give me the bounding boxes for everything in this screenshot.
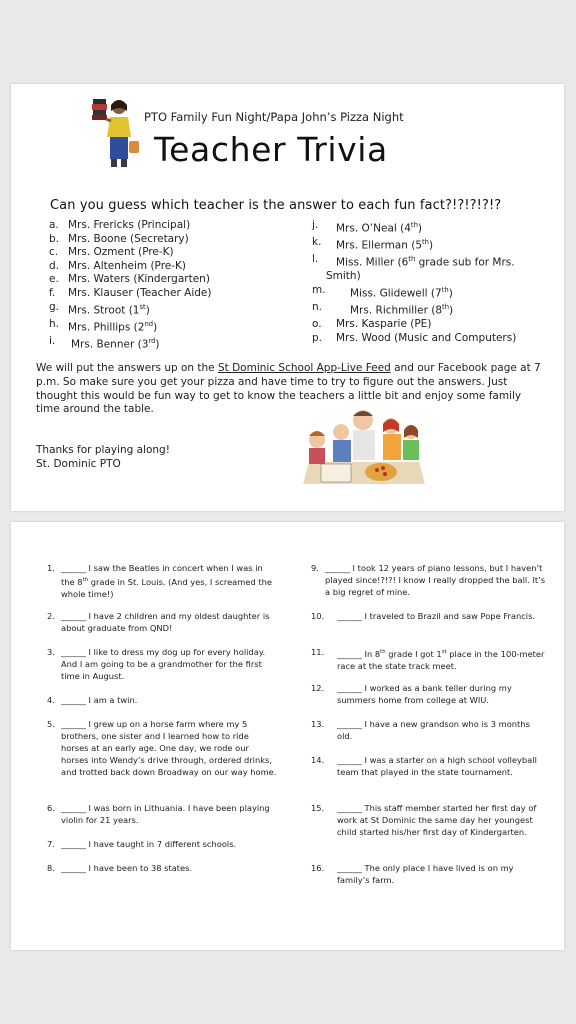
- trivia-item-text: ______ In 8th grade I got 1st place in the 100-meter race at the state track meet.: [337, 648, 545, 671]
- teacher-letter: n.: [312, 300, 322, 313]
- teacher-letter: j.: [312, 219, 319, 231]
- signature-line: St. Dominic PTO: [36, 458, 121, 470]
- trivia-item-number: 3.: [47, 647, 55, 657]
- teacher-name: Mrs. Waters (Kindergarten): [68, 273, 210, 286]
- teacher-name-continued: Smith): [326, 270, 361, 283]
- trivia-item-number: 10.: [311, 611, 325, 621]
- teacher-name: Mrs. Ellerman (5th): [336, 238, 434, 252]
- teacher-letter: b.: [49, 232, 60, 245]
- trivia-item: [311, 682, 546, 706]
- trivia-item-number: 14.: [311, 755, 325, 765]
- teacher-name: Mrs. Frericks (Principal): [68, 219, 191, 231]
- trivia-item: [311, 802, 546, 838]
- trivia-item-text: ______ I have a new grandson who is 3 months old.: [337, 719, 530, 742]
- family-eating-pizza-clipart: [299, 402, 429, 490]
- trivia-item: [47, 610, 277, 634]
- trivia-item: [47, 838, 277, 850]
- teacher-list-item: [49, 318, 211, 335]
- trivia-item-number: 8.: [47, 863, 55, 873]
- thanks-line: Thanks for playing along!: [36, 444, 170, 456]
- trivia-question: Can you guess which teacher is the answer to each fun fact?!?!?!?!?: [50, 198, 502, 213]
- trivia-item: [311, 862, 546, 886]
- teacher-letter: k.: [312, 236, 322, 249]
- trivia-item: [311, 646, 546, 672]
- teacher-letter: o.: [312, 318, 322, 331]
- instructions-paragraph: [36, 362, 541, 417]
- teacher-with-books-clipart: [91, 95, 143, 173]
- teacher-name: Mrs. Altenheim (Pre-K): [68, 259, 187, 272]
- trivia-item-text: ______ I took 12 years of piano lessons, but I haven’t played since!?!?! I know I really dropped the ball. It’s a big regret of mine.: [325, 563, 546, 598]
- teacher-name: Miss. Miller (6th grade sub for Mrs.: [336, 255, 515, 269]
- thanks-signoff: [36, 443, 170, 471]
- teacher-letter: i.: [49, 334, 56, 347]
- teacher-list-left: [49, 219, 211, 352]
- teacher-list-item: [49, 287, 211, 301]
- teacher-list-item: [312, 219, 516, 236]
- trivia-item-number: 15.: [311, 803, 325, 813]
- flyer-page-1: [11, 84, 564, 511]
- teacher-name: Mrs. Stroot (1st): [68, 302, 150, 317]
- trivia-item-number: 11.: [311, 647, 325, 657]
- teacher-letter: h.: [49, 317, 59, 330]
- trivia-item: [311, 562, 546, 598]
- event-title: PTO Family Fun Night/Papa John’s Pizza Night: [144, 110, 404, 124]
- teacher-name: Mrs. Ozment (Pre-K): [68, 246, 174, 259]
- trivia-item-text: ______ I have been to 38 states.: [61, 863, 193, 873]
- teacher-list-item: [49, 301, 211, 318]
- page-title: Teacher Trivia: [154, 130, 388, 169]
- teacher-name: Mrs. Wood (Music and Computers): [336, 331, 517, 344]
- trivia-item: [47, 562, 277, 600]
- trivia-item: [47, 718, 277, 778]
- trivia-item-number: 4.: [47, 695, 55, 705]
- teacher-name: Mrs. Boone (Secretary): [68, 232, 189, 245]
- teacher-name: Mrs. O’Neal (4th): [336, 221, 423, 235]
- teacher-list-item: [49, 260, 211, 274]
- trivia-item-text: ______ This staff member started her first day of work at St Dominic the same day her youngest child started his/her first day of Kindergarten.: [337, 803, 537, 838]
- trivia-item: [311, 718, 546, 742]
- trivia-item-text: ______ The only place I have lived is on my family’s farm.: [337, 863, 514, 886]
- trivia-item: [311, 610, 546, 622]
- trivia-item-text: ______ I was a starter on a high school volleyball team that played in the state tournament.: [337, 755, 537, 778]
- trivia-item-number: 13.: [311, 719, 325, 729]
- teacher-name: Mrs. Kasparie (PE): [336, 318, 432, 331]
- trivia-item: [47, 646, 277, 682]
- teacher-letter: m.: [312, 283, 326, 296]
- trivia-item-number: 12.: [311, 683, 325, 693]
- trivia-item-number: 9.: [311, 563, 319, 573]
- trivia-item: [47, 802, 277, 826]
- trivia-item-number: 5.: [47, 719, 55, 729]
- teacher-letter: c.: [49, 246, 59, 259]
- trivia-item-number: 7.: [47, 839, 55, 849]
- teacher-list-item: [312, 318, 516, 332]
- trivia-item-text: ______ I like to dress my dog up for every holiday. And I am going to be a grandmother for the first time in August.: [61, 647, 266, 682]
- teacher-name: Mrs. Klauser (Teacher Aide): [68, 286, 212, 299]
- teacher-letter: f.: [49, 286, 56, 299]
- teacher-list-item: [49, 233, 211, 247]
- teacher-letter: d.: [49, 259, 60, 272]
- teacher-list-item: [312, 284, 516, 301]
- teacher-letter: a.: [49, 219, 59, 231]
- teacher-list-item: [312, 236, 516, 253]
- teacher-list-right: [312, 219, 516, 345]
- trivia-item-number: 2.: [47, 611, 55, 621]
- app-live-feed-link: St Dominic School App-Live Feed: [217, 362, 391, 374]
- trivia-item-number: 6.: [47, 803, 55, 813]
- trivia-item-text: ______ I was born in Lithuania. I have been playing violin for 21 years.: [61, 803, 270, 826]
- teacher-list-item: [312, 332, 516, 346]
- teacher-name: Mrs. Benner (3rd): [71, 336, 160, 351]
- teacher-letter: l.: [312, 253, 319, 266]
- teacher-list-item: [49, 219, 211, 233]
- flyer-page-2: [11, 522, 564, 950]
- trivia-item-number: 16.: [311, 863, 325, 873]
- teacher-list-item: [49, 273, 211, 287]
- trivia-item: [311, 754, 546, 778]
- teacher-list-item: [49, 335, 211, 352]
- teacher-list-item: [49, 246, 211, 260]
- trivia-item-text: ______ I have taught in 7 different schools.: [61, 839, 237, 849]
- teacher-list-item-continued: [312, 270, 516, 284]
- teacher-letter: g.: [49, 300, 60, 313]
- teacher-list-item: [312, 301, 516, 318]
- teacher-list-item: [312, 253, 516, 270]
- trivia-item: [47, 694, 277, 706]
- teacher-name: Mrs. Phillips (2nd): [68, 319, 158, 334]
- trivia-item-number: 1.: [47, 563, 55, 573]
- trivia-item-text: ______ I traveled to Brazil and saw Pope Francis.: [337, 611, 536, 621]
- info-text-start: We will put the answers up on the: [36, 362, 218, 374]
- trivia-item-text: ______ I have 2 children and my oldest daughter is about graduate from QND!: [61, 611, 270, 634]
- teacher-name: Mrs. Richmiller (8th): [350, 302, 454, 317]
- teacher-letter: p.: [312, 331, 323, 344]
- teacher-letter: e.: [49, 273, 59, 286]
- trivia-item-text: ______ I worked as a bank teller during my summers home from college at WIU.: [337, 683, 512, 706]
- trivia-item-text: ______ I grew up on a horse farm where my 5 brothers, one sister and I learned how to ride horses at an early age. One day, we rode our horses into Wendy’s drive through, ordered drinks, and trotted back down Broadway on our way home.: [61, 719, 277, 778]
- trivia-item: [47, 862, 277, 874]
- trivia-item-text: ______ I saw the Beatles in concert when I was in the 8th grade in St. Louis. (And yes, I screamed the whole time!): [61, 563, 272, 599]
- teacher-name: Miss. Glidewell (7th): [350, 285, 453, 300]
- info-text-end: and our Facebook page at 7 p.m. So make sure you get your pizza and have time to try to figure out the answers. Just thought this would be fun way to get to know the teachers a little bit and enjoy some family time around the table.: [36, 362, 541, 416]
- trivia-item-text: ______ I am a twin.: [61, 695, 138, 705]
